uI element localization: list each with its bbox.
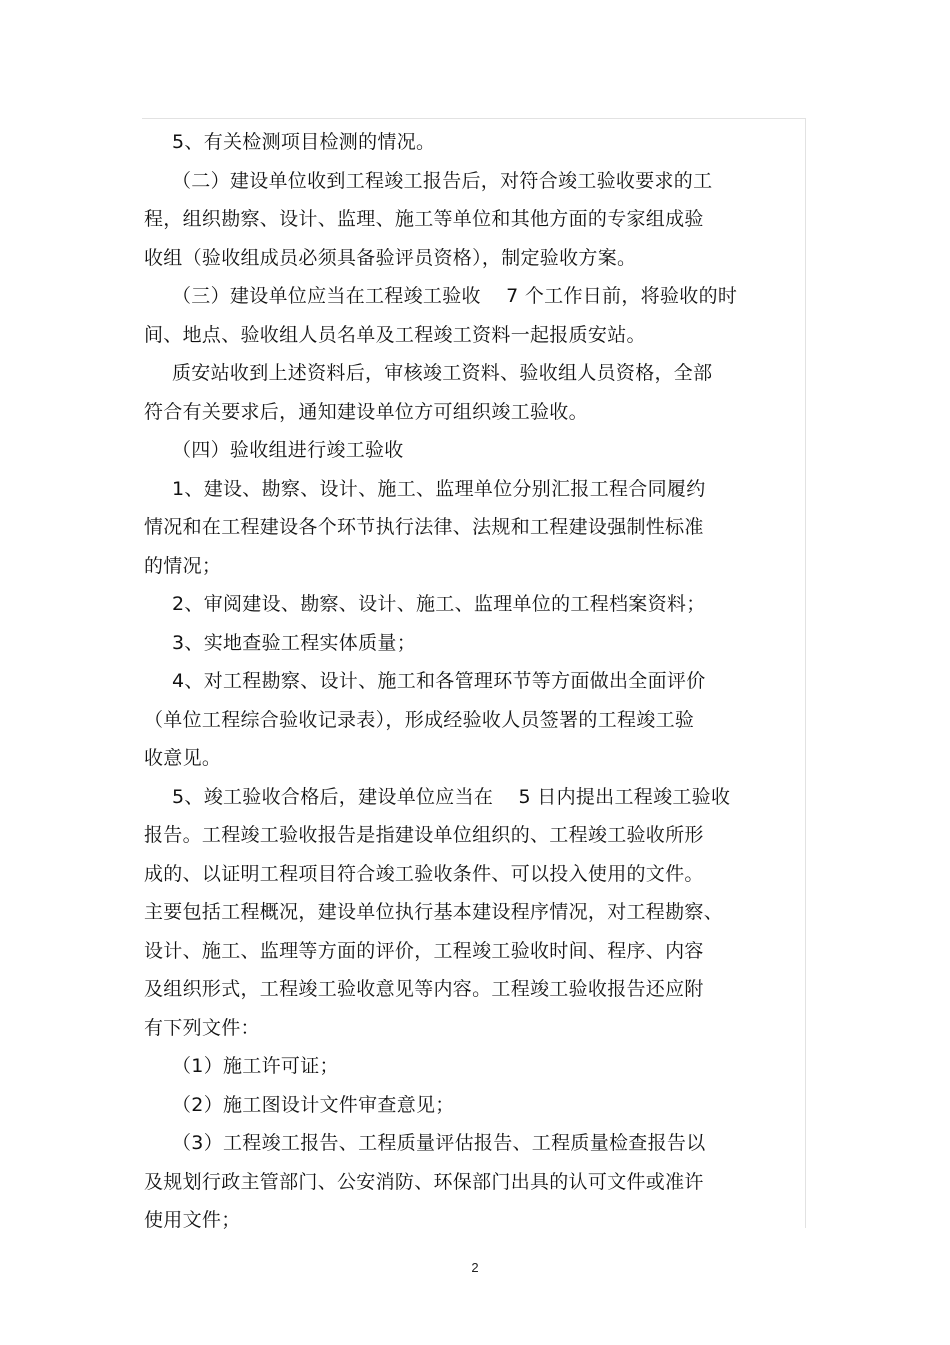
text-line: （1）施工许可证； <box>172 1055 339 1077</box>
text-line: 2、审阅建设、勘察、设计、施工、监理单位的工程档案资料； <box>172 593 706 615</box>
text-line: 设计、施工、监理等方面的评价，工程竣工验收时间、程序、内容 <box>144 939 704 962</box>
text-line: 间、地点、验收组人员名单及工程竣工资料一起报质安站。 <box>144 323 646 346</box>
text-line: 收意见。 <box>144 747 222 769</box>
text-line: （二）建设单位收到工程竣工报告后，对符合竣工验收要求的工 <box>172 169 713 192</box>
text-line: （3）工程竣工报告、工程质量评估报告、工程质量检查报告以 <box>172 1132 706 1154</box>
text-line: 报告。工程竣工验收报告是指建设单位组织的、工程竣工验收所形 <box>144 824 704 846</box>
text-line: 5、竣工验收合格后，建设单位应当在 5 日内提出工程竣工验收 <box>172 785 731 808</box>
text-line: （三）建设单位应当在工程竣工验收 7 个工作日前，将验收的时 <box>172 285 738 307</box>
text-line: （四）验收组进行竣工验收 <box>172 439 404 461</box>
text-line: 使用文件； <box>144 1209 241 1231</box>
text-line: 的情况； <box>144 554 222 577</box>
page-number: 2 <box>471 1260 479 1275</box>
text-line: 及组织形式，工程竣工验收意见等内容。工程竣工验收报告还应附 <box>144 978 704 1000</box>
text-line: 符合有关要求后，通知建设单位方可组织竣工验收。 <box>144 400 588 423</box>
text-line: 程，组织勘察、设计、监理、施工等单位和其他方面的专家组成验 <box>144 208 704 230</box>
document-body <box>144 123 804 1240</box>
text-line: （2）施工图设计文件审查意见； <box>172 1093 455 1116</box>
text-line: 情况和在工程建设各个环节执行法律、法规和工程建设强制性标准 <box>144 516 704 538</box>
text-line: 质安站收到上述资料后，审核竣工资料、验收组人员资格，全部 <box>172 362 713 384</box>
text-line: 有下列文件： <box>144 1016 260 1039</box>
text-line: 4、对工程勘察、设计、施工和各管理环节等方面做出全面评价 <box>172 670 706 692</box>
text-line: 5、有关检测项目检测的情况。 <box>172 131 436 153</box>
text-line: 及规划行政主管部门、公安消防、环保部门出具的认可文件或准许 <box>144 1170 704 1193</box>
text-line: 1、建设、勘察、设计、施工、监理单位分别汇报工程合同履约 <box>172 477 706 500</box>
text-line: 3、实地查验工程实体质量； <box>172 631 416 654</box>
text-line: 收组（验收组成员必须具备验评员资格），制定验收方案。 <box>144 246 637 269</box>
text-line: 成的、以证明工程项目符合竣工验收条件、可以投入使用的文件。 <box>144 862 704 885</box>
text-line: 主要包括工程概况，建设单位执行基本建设程序情况，对工程勘察、 <box>144 901 724 923</box>
text-line: （单位工程综合验收记录表），形成经验收人员签署的工程竣工验 <box>144 708 695 731</box>
